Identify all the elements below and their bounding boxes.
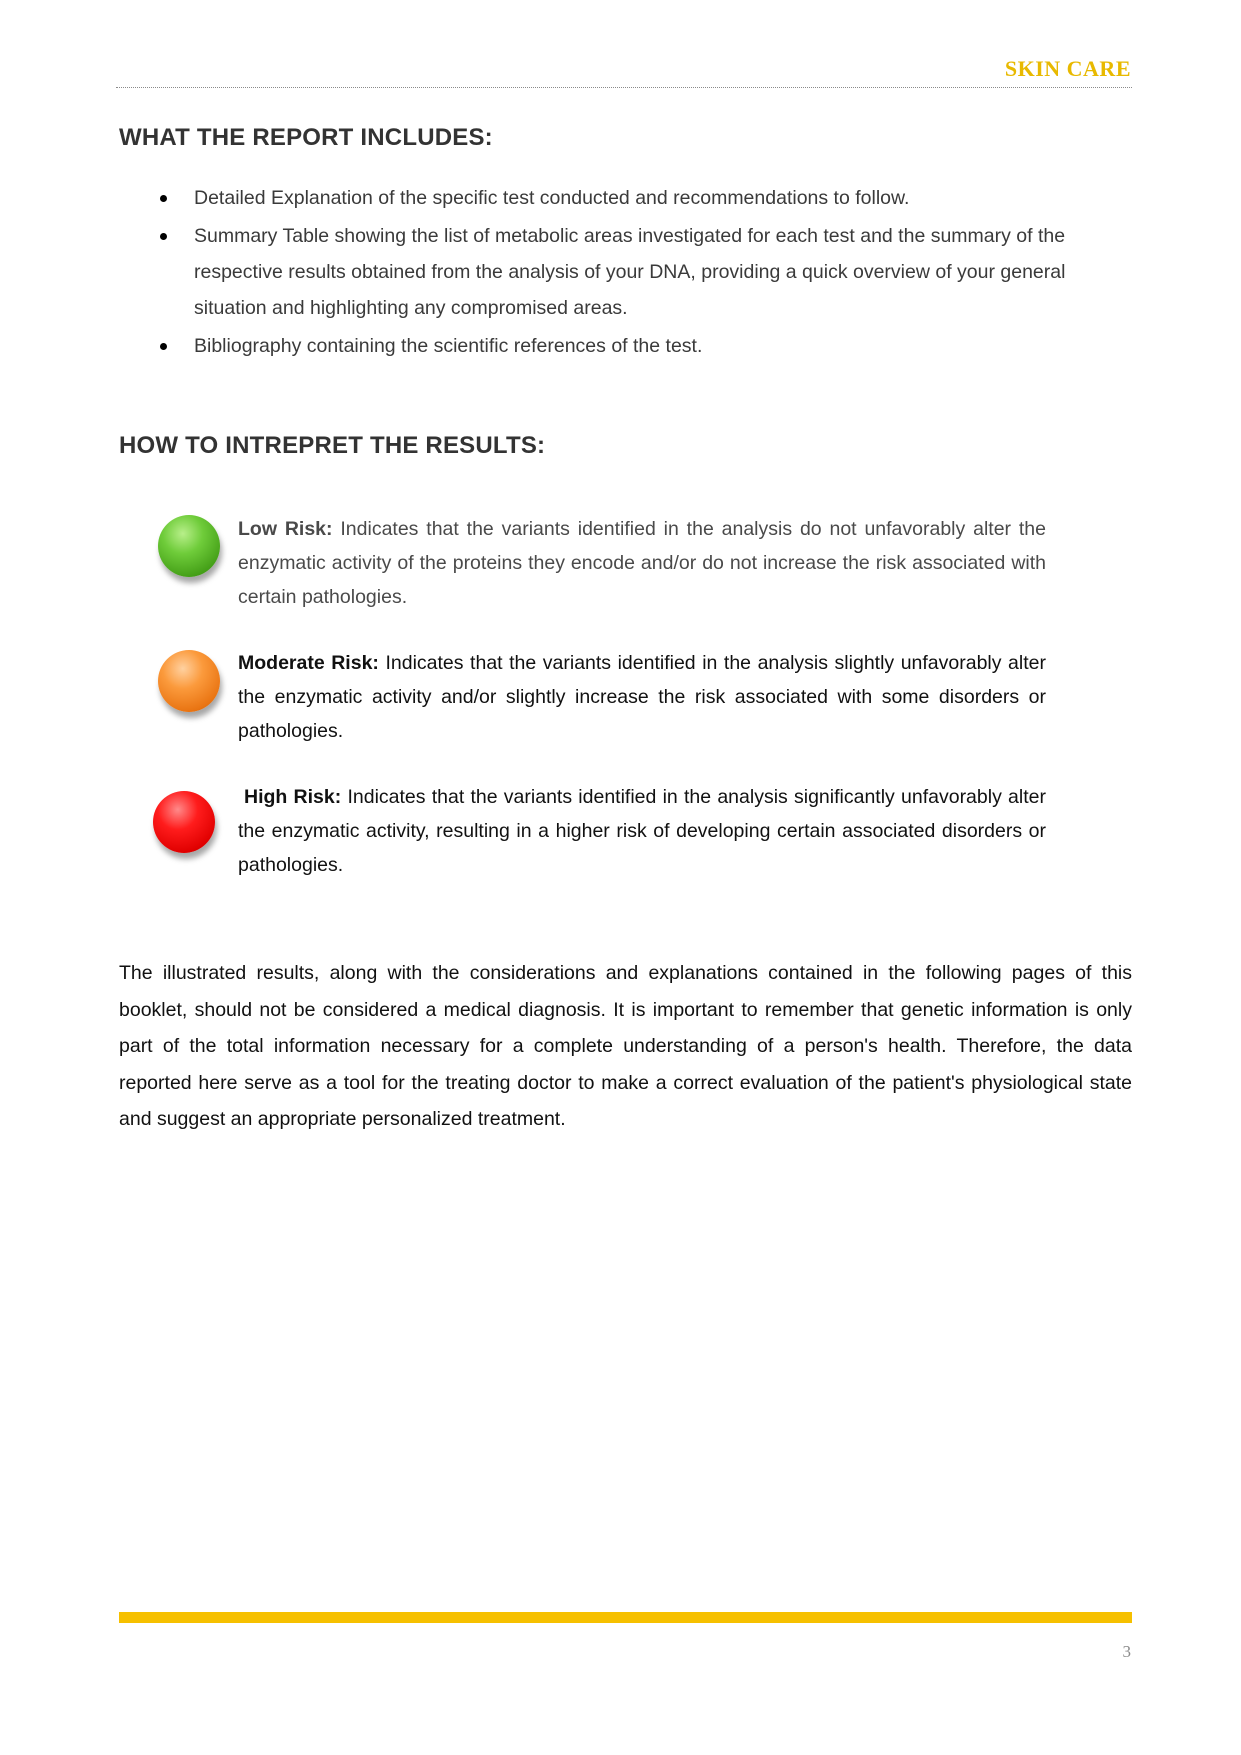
red-light-icon: [153, 791, 215, 853]
footer-accent-bar: [119, 1612, 1132, 1623]
header-brand: SKIN CARE: [1004, 56, 1131, 81]
high-risk-text: Indicates that the variants identified in the analysis significantly unfavorably alter the enzymatic activity, resulting in a higher risk of developing certain associated disorders or pathologies.: [238, 786, 1046, 876]
low-risk-description: [238, 512, 1046, 614]
orange-light-icon: [158, 650, 220, 712]
header-divider: [116, 87, 1132, 88]
high-risk-description: [238, 780, 1046, 882]
list-item-text: Summary Table showing the list of metabolic areas investigated for each test and the summary of the respective results obtained from the analysis of your DNA, providing a quick overview of your general situation and highlighting any compromised areas.: [194, 225, 1066, 319]
green-light-icon: [158, 515, 220, 577]
bullet-icon: [160, 195, 167, 202]
list-item: [154, 218, 1134, 326]
low-risk-title: Low Risk:: [238, 518, 333, 540]
report-includes-heading: WHAT THE REPORT INCLUDES:: [119, 124, 493, 151]
list-item-text: Bibliography containing the scientific references of the test.: [194, 335, 703, 357]
moderate-risk-title: Moderate Risk:: [238, 652, 379, 674]
high-risk-title: High Risk:: [244, 786, 342, 808]
report-includes-list: [154, 180, 1134, 366]
closing-paragraph: The illustrated results, along with the considerations and explanations contained in the following pages of this booklet, should not be considered a medical diagnosis. It is important to remember that genetic information is only part of the total information necessary for a complete understanding of a person's health. Therefore, the data reported here serve as a tool for the treating doctor to make a correct evaluation of the patient's physiological state and suggest an appropriate personalized treatment.: [119, 962, 1132, 1130]
page-number: 3: [1122, 1642, 1131, 1661]
bullet-icon: [160, 343, 167, 350]
list-item: [154, 328, 1134, 364]
bullet-icon: [160, 233, 167, 240]
list-item: [154, 180, 1134, 216]
interpret-heading: HOW TO INTREPRET THE RESULTS:: [119, 432, 546, 459]
list-item-text: Detailed Explanation of the specific test conducted and recommendations to follow.: [194, 187, 910, 209]
moderate-risk-text: Indicates that the variants identified in the analysis slightly unfavorably alter the enzymatic activity and/or slightly increase the risk associated with some disorders or pathologies.: [238, 652, 1046, 742]
low-risk-text: Indicates that the variants identified in the analysis do not unfavorably alter the enzymatic activity of the proteins they encode and/or do not increase the risk associated with certain pathologies.: [238, 518, 1046, 608]
moderate-risk-description: [238, 646, 1046, 748]
